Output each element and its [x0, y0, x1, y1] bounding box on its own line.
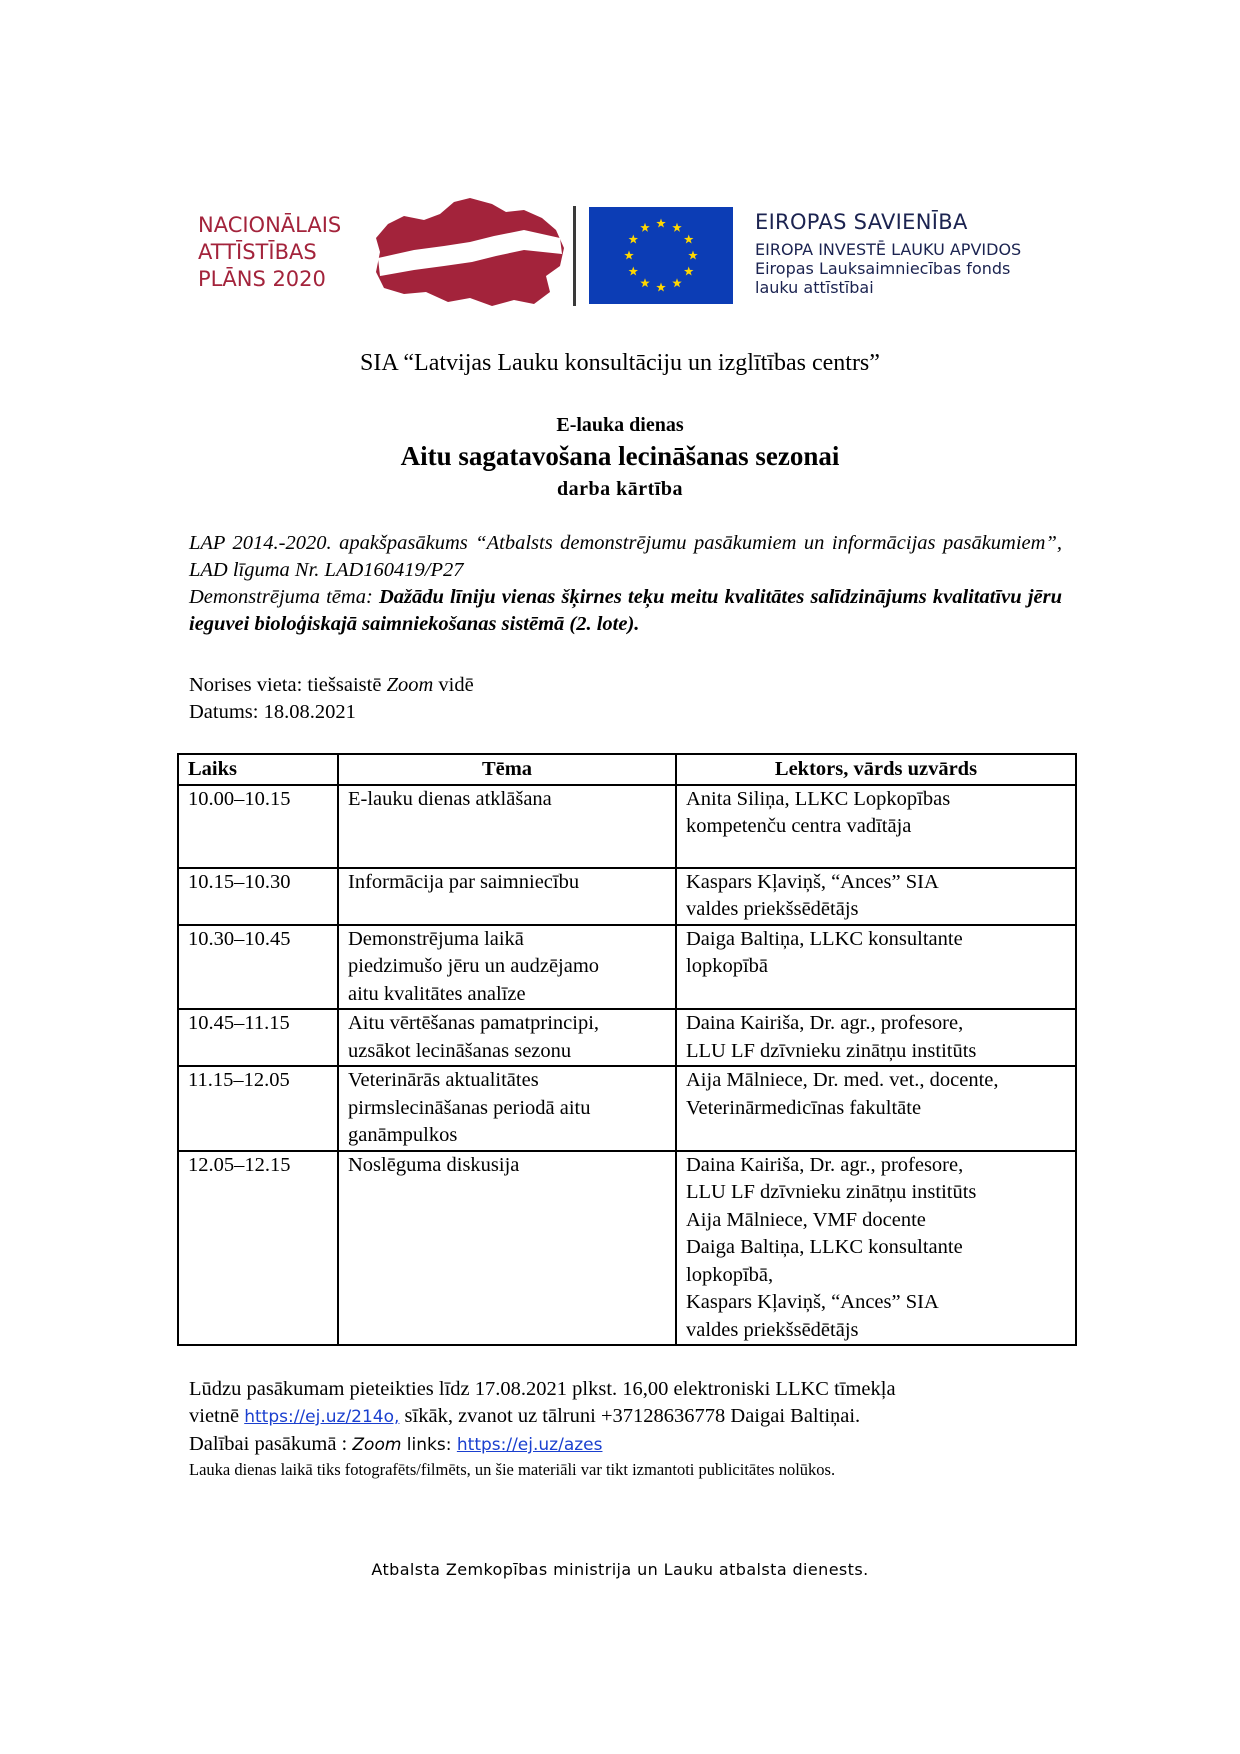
- cell-topic: [338, 1151, 676, 1346]
- lecturer-line: valdes priekšsēdētājs: [686, 898, 859, 920]
- cell-topic: [338, 1009, 676, 1066]
- cell-topic: [338, 868, 676, 925]
- cell-lecturer: [676, 925, 1076, 1010]
- venue-suffix: vidē: [433, 674, 474, 696]
- cell-lecturer: [676, 1066, 1076, 1151]
- register-line-2: [189, 1403, 896, 1431]
- table-row: [178, 1066, 1076, 1151]
- topic-line: Veterinārās aktualitātes: [348, 1069, 539, 1091]
- topic-line: Aitu vērtēšanas pamatprincipi,: [348, 1012, 600, 1034]
- lecturer-line: lopkopībā,: [686, 1263, 774, 1286]
- date-line: Datums: 18.08.2021: [189, 701, 356, 723]
- lecturer-line: LLU LF dzīvnieku zinātņu institūts: [686, 1181, 977, 1203]
- agenda-label: darba kārtība: [557, 478, 683, 500]
- nap2020-logo-text: [198, 212, 341, 293]
- cell-time: 10.15–10.30: [178, 868, 338, 925]
- lecturer-line: valdes priekšsēdētājs: [686, 1318, 859, 1341]
- cell-lecturer: [676, 868, 1076, 925]
- participate-links: links:: [401, 1435, 457, 1455]
- topic-line: piedzimušo jēru un audzējamo: [348, 955, 600, 977]
- event-title: Aitu sagatavošana lecināšanas sezonai: [400, 441, 840, 471]
- table-row: [178, 785, 1076, 868]
- participate-prefix: Dalībai pasākumā :: [189, 1433, 353, 1455]
- lecturer-line: Kaspars Kļaviņš, “Ances” SIA: [686, 870, 939, 893]
- latvia-map-icon: [374, 196, 566, 308]
- lecturer-line: Aija Mālniece, VMF docente: [686, 1208, 926, 1231]
- topic-line: Demonstrējuma laikā: [348, 927, 524, 950]
- lecturer-line: Kaspars Kļaviņš, “Ances” SIA: [686, 1291, 939, 1313]
- lecturer-line: Veterinārmedicīnas fakultāte: [686, 1096, 922, 1119]
- table-row: [178, 868, 1076, 925]
- lecturer-line: Aija Mālniece, Dr. med. vet., docente,: [686, 1069, 999, 1091]
- register-prefix: vietnē: [189, 1405, 245, 1427]
- topic-line: Noslēguma diskusija: [348, 1153, 520, 1176]
- nap-line-1: NACIONĀLAIS: [198, 213, 342, 237]
- registration-notes: [189, 1376, 896, 1481]
- eu-title: EIROPAS SAVIENĪBA: [755, 210, 968, 234]
- eu-fund-line: Eiropas Lauksaimniecības fonds: [755, 259, 1011, 278]
- topic-line: E-lauku dienas atklāšana: [348, 787, 552, 810]
- register-suffix: sīkāk, zvanot uz tālruni +37128636778 Daigai Baltiņai.: [399, 1405, 861, 1427]
- logo-divider: [573, 206, 576, 306]
- register-link[interactable]: https://ej.uz/214o,: [244, 1407, 400, 1427]
- header-lecturer: Lektors, vārds uzvārds: [676, 754, 1076, 785]
- register-line-1: Lūdzu pasākumam pieteikties līdz 17.08.2021 plkst. 16,00 elektroniski LLKC tīmekļa: [189, 1378, 896, 1400]
- organization-name: SIA “Latvijas Lauku konsultāciju un izglītības centrs”: [360, 350, 880, 376]
- photo-note: Lauka dienas laikā tiks fotografēts/filmēts, un šie materiāli var tikt izmantoti publicitātes nolūkos.: [189, 1460, 836, 1479]
- cell-topic: [338, 925, 676, 1010]
- support-line: Atbalsta Zemkopības ministrija un Lauku atbalsta dienests.: [371, 1560, 869, 1579]
- cell-time: 10.30–10.45: [178, 925, 338, 1010]
- table-row: [178, 1009, 1076, 1066]
- header-topic: Tēma: [338, 754, 676, 785]
- nap-line-2: ATTĪSTĪBAS: [198, 240, 317, 264]
- lecturer-line: Anita Siliņa, LLKC Lopkopības: [686, 787, 951, 810]
- venue-zoom: Zoom: [386, 674, 434, 696]
- lecturer-line: lopkopībā: [686, 955, 768, 977]
- venue-line: [189, 672, 474, 699]
- program-paragraph: [189, 530, 1062, 638]
- eu-invests-line: EIROPA INVESTĒ LAUKU APVIDOS: [755, 240, 1022, 259]
- cell-time: 11.15–12.05: [178, 1066, 338, 1151]
- participate-zoom: Zoom: [352, 1435, 402, 1455]
- table-header-row: [178, 754, 1076, 785]
- cell-time: 12.05–12.15: [178, 1151, 338, 1346]
- program-text: LAP 2014.-2020. apakšpasākums “Atbalsts demonstrējumu pasākumiem un informācijas pasākumiem”, LAD līguma Nr. LAD160419/P27: [189, 532, 1062, 581]
- cell-lecturer: [676, 1009, 1076, 1066]
- lecturer-line: kompetenču centra vadītāja: [686, 815, 912, 837]
- event-type: E-lauka dienas: [556, 414, 684, 436]
- lecturer-line: LLU LF dzīvnieku zinātņu institūts: [686, 1039, 977, 1062]
- cell-lecturer: [676, 785, 1076, 868]
- topic-line: ganāmpulkos: [348, 1124, 458, 1146]
- demo-label: Demonstrējuma tēma:: [189, 586, 373, 608]
- table-row: [178, 925, 1076, 1010]
- eu-logo-text: [755, 207, 1021, 297]
- lecturer-line: Daina Kairiša, Dr. agr., profesore,: [686, 1012, 964, 1034]
- table-row: [178, 1151, 1076, 1346]
- participate-line: [189, 1431, 896, 1459]
- lecturer-line: Daiga Baltiņa, LLKC konsultante: [686, 927, 963, 950]
- venue-prefix: Norises vieta: tiešsaistē: [189, 674, 387, 696]
- topic-line: pirmslecināšanas periodā aitu: [348, 1096, 591, 1119]
- lecturer-line: Daina Kairiša, Dr. agr., profesore,: [686, 1153, 964, 1176]
- header-time: Laiks: [178, 754, 338, 785]
- lecturer-line: Daiga Baltiņa, LLKC konsultante: [686, 1236, 963, 1258]
- eu-fund-line-2: lauku attīstībai: [755, 278, 874, 297]
- cell-time: 10.00–10.15: [178, 785, 338, 868]
- cell-topic: [338, 1066, 676, 1151]
- eu-flag-icon: [589, 207, 733, 304]
- zoom-link[interactable]: https://ej.uz/azes: [456, 1435, 603, 1455]
- cell-topic: [338, 785, 676, 868]
- nap-line-3: PLĀNS 2020: [198, 267, 326, 291]
- topic-line: Informācija par saimniecību: [348, 870, 580, 893]
- demo-topic: Dažādu līniju vienas šķirnes teķu meitu kvalitātes salīdzinājums kvalitatīvu jēru ieguvei bioloģiskajā saimniekošanas sistēmā (2. lote).: [189, 586, 1063, 635]
- topic-line: uzsākot lecināšanas sezonu: [348, 1039, 572, 1062]
- cell-time: 10.45–11.15: [178, 1009, 338, 1066]
- topic-line: aitu kvalitātes analīze: [348, 982, 526, 1005]
- cell-lecturer: [676, 1151, 1076, 1346]
- agenda-table: [177, 753, 1077, 1346]
